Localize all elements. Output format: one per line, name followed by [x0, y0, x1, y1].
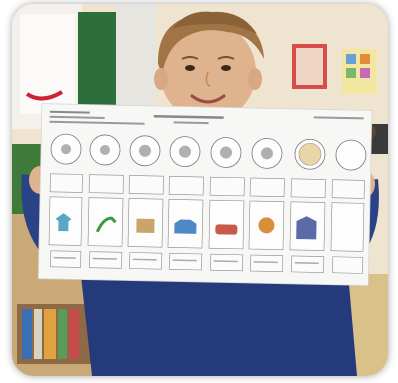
- photo-frame: [12, 4, 388, 376]
- classroom-photo: [12, 4, 388, 376]
- worksheet: [38, 104, 372, 286]
